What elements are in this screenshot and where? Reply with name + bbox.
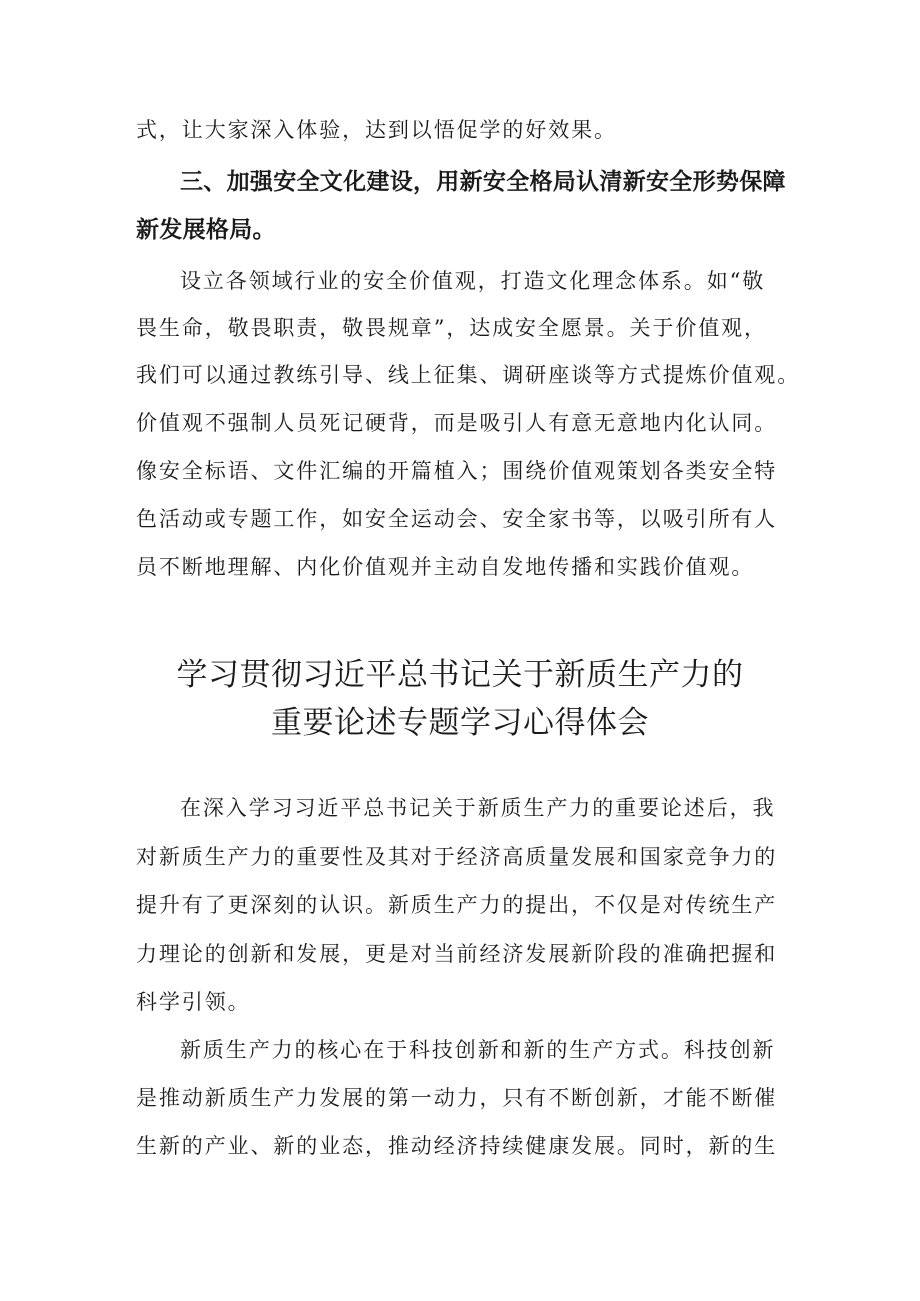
paragraph-line: 畏生命，敬畏职责，敬畏规章”，达成安全愿景。关于价值观， (136, 316, 767, 340)
paragraph-line: 生新的产业、新的业态，推动经济持续健康发展。同时，新的生 (136, 1134, 778, 1158)
article-title-line-2: 重要论述专题学习心得体会 (271, 705, 649, 741)
paragraph-line: 设立各领域行业的安全价值观，打造文化理念体系。如“敬 (180, 269, 766, 293)
paragraph-line: 提升有了更深刻的认识。新质生产力的提出，不仅是对传统生产 (136, 893, 778, 917)
paragraph-line: 在深入学习习近平总书记关于新质生产力的重要论述后，我 (180, 796, 776, 820)
paragraph-line: 是推动新质生产力发展的第一动力，只有不断创新，才能不断催 (136, 1086, 778, 1110)
paragraph-line: 力理论的创新和发展，更是对当前经济发展新阶段的准确把握和 (136, 942, 778, 966)
paragraph-line: 我们可以通过教练引导、线上征集、调研座谈等方式提炼价值观。 (136, 363, 801, 387)
paragraph-line: 色活动或专题工作，如安全运动会、安全家书等，以吸引所有人 (136, 507, 778, 531)
previous-paragraph-tail: 式，让大家深入体验，达到以悟促学的好效果。 (136, 118, 617, 142)
paragraph-line: 像安全标语、文件汇编的开篇植入；围绕价值观策划各类安全特 (136, 459, 778, 483)
article-title-line-1: 学习贯彻习近平总书记关于新质生产力的 (176, 657, 744, 693)
paragraph-line: 科学引领。 (136, 990, 251, 1014)
section-heading-line-2: 新发展格局。 (136, 217, 276, 243)
section-heading-line-1: 三、加强安全文化建设，用新安全格局认清新安全形势保障 (180, 169, 786, 195)
paragraph-line: 员不断地理解、内化价值观并主动自发地传播和实践价值观。 (136, 555, 755, 579)
paragraph-line: 价值观不强制人员死记硬背，而是吸引人有意无意地内化认同。 (136, 411, 778, 435)
paragraph-line: 对新质生产力的重要性及其对于经济高质量发展和国家竞争力的 (136, 845, 778, 869)
paragraph-line: 新质生产力的核心在于科技创新和新的生产方式。科技创新 (180, 1038, 776, 1062)
